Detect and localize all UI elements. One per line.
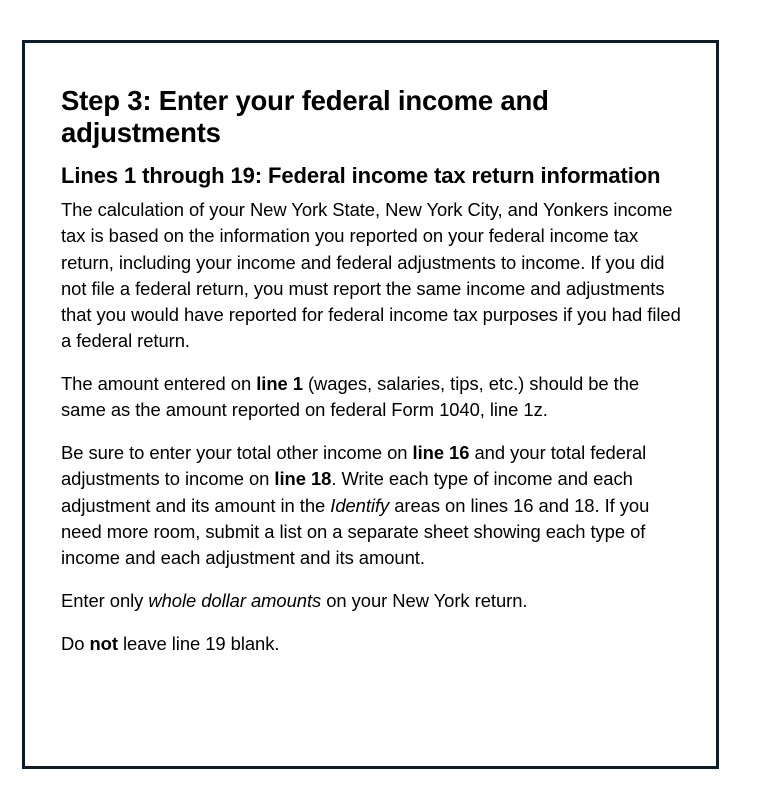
- text-fragment: (wages, salaries, tips, etc.) should be the same as the amount reported on federal Form 1040, line 1z.: [61, 373, 640, 421]
- paragraph-whole-dollar-amounts: [61, 588, 688, 614]
- paragraph-line-1-amount: [61, 371, 688, 423]
- section-heading: Lines 1 through 19: Federal income tax return information: [61, 162, 661, 188]
- paragraph-line-19-blank: [61, 631, 688, 657]
- emphasis-identify: Identify: [330, 494, 390, 516]
- text-fragment: leave line 19 blank.: [117, 633, 280, 655]
- text-fragment: on your New York return.: [321, 589, 528, 611]
- emphasis-whole-dollar-amounts: whole dollar amounts: [148, 589, 322, 611]
- emphasis-line-1: line 1: [256, 373, 303, 395]
- text-fragment: Enter only: [61, 589, 149, 611]
- emphasis-not: not: [89, 633, 118, 655]
- text-fragment: The amount entered on: [61, 373, 257, 395]
- instruction-content: [25, 43, 716, 657]
- paragraph-other-income-adjustments: [61, 440, 688, 571]
- text-fragment: areas on lines 16 and 18. If you need more room, submit a list on a separate sheet showing each type of income and each adjustment and its amount.: [61, 494, 650, 568]
- text-fragment: and your total federal adjustments to income on: [61, 442, 647, 490]
- paragraph-federal-return-basis: The calculation of your New York State, New York City, and Yonkers income tax is based on the information you reported on your federal income tax return, including your income and federal adjustments to income. If you did not file a federal return, you must report the same income and adjustments that you would have reported for federal income tax purposes if you had filed a federal return.: [61, 199, 681, 351]
- emphasis-line-18: line 18: [274, 468, 332, 490]
- instruction-box: [22, 40, 719, 769]
- text-fragment: . Write each type of income and each adjustment and its amount in the: [61, 468, 633, 516]
- text-fragment: Do: [61, 633, 90, 655]
- text-fragment: Be sure to enter your total other income on: [61, 442, 413, 464]
- emphasis-line-16: line 16: [412, 442, 470, 464]
- step-heading: Step 3: Enter your federal income and adjustments: [61, 85, 549, 149]
